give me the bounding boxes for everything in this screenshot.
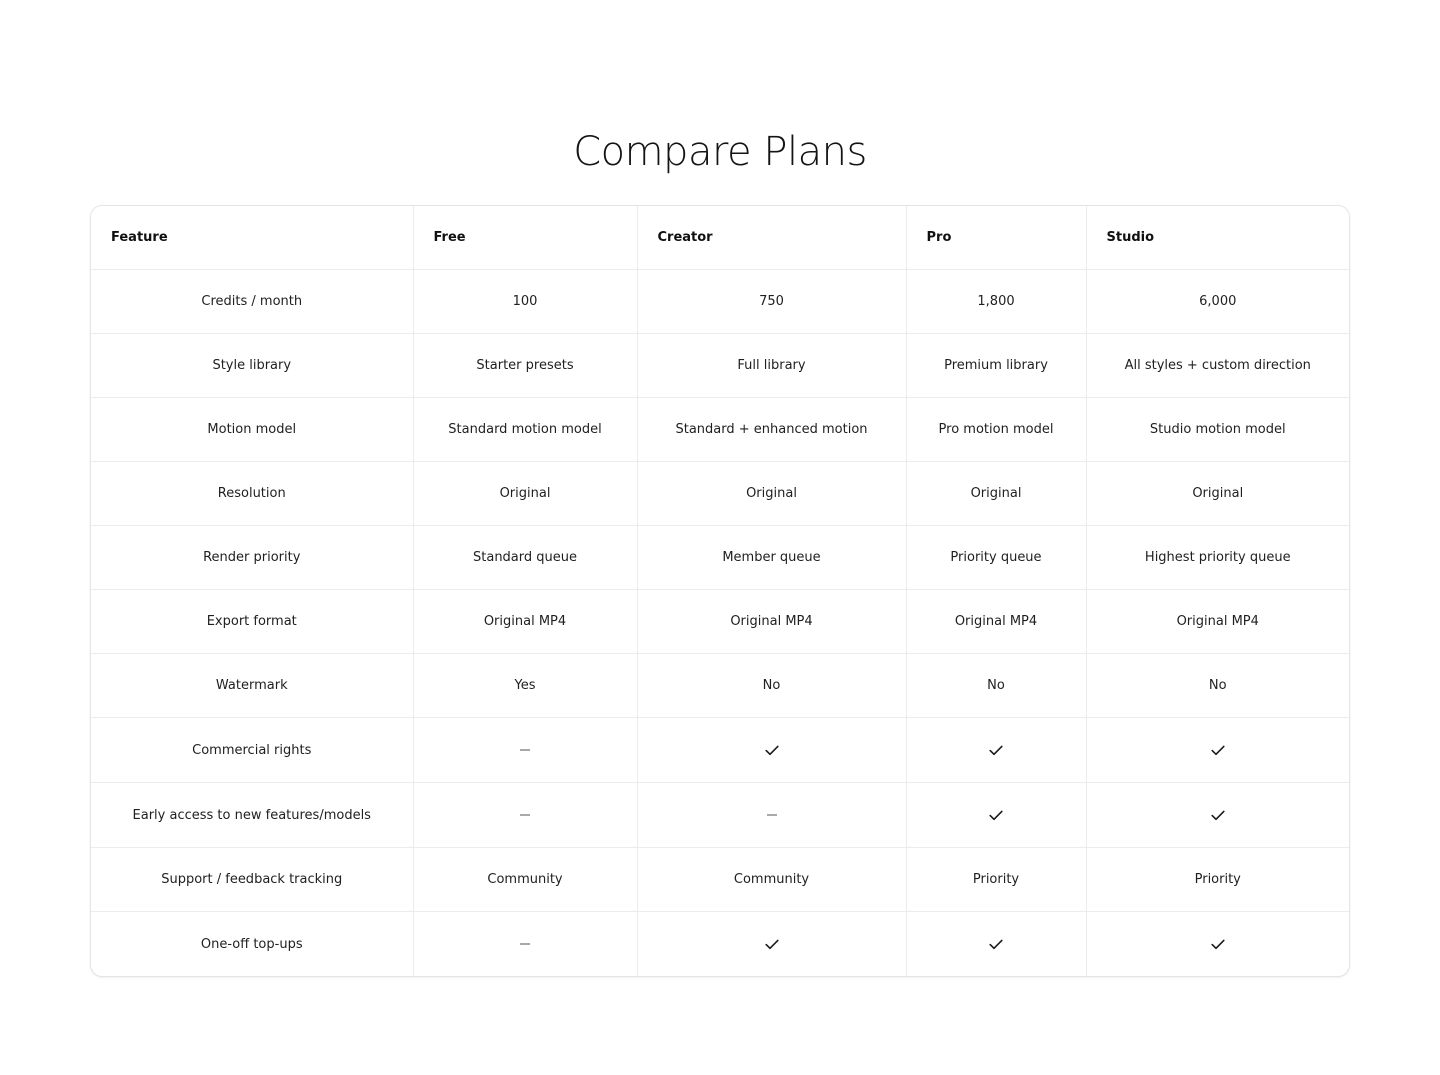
cell-studio: Priority (1086, 848, 1349, 912)
cell-creator: Full library (637, 334, 906, 398)
cell-pro: Pro motion model (906, 398, 1086, 462)
cell-pro (906, 912, 1086, 977)
cell-free: Standard queue (413, 526, 637, 590)
dash-icon (520, 943, 530, 945)
feature-label: Export format (91, 590, 413, 654)
table-row (91, 654, 1349, 718)
cell-pro (906, 783, 1086, 848)
feature-label: Early access to new features/models (91, 783, 413, 848)
cell-studio (1086, 912, 1349, 977)
dash-icon (767, 814, 777, 816)
cell-studio: Original MP4 (1086, 590, 1349, 654)
feature-label: One-off top-ups (91, 912, 413, 977)
table-header-row (91, 206, 1349, 270)
cell-creator (637, 783, 906, 848)
feature-label: Style library (91, 334, 413, 398)
header-free: Free (413, 206, 637, 270)
cell-studio: No (1086, 654, 1349, 718)
cell-free: Starter presets (413, 334, 637, 398)
table-row (91, 783, 1349, 848)
dash-icon (520, 814, 530, 816)
header-studio: Studio (1086, 206, 1349, 270)
check-icon (765, 939, 779, 950)
table-row (91, 398, 1349, 462)
cell-pro (906, 718, 1086, 783)
table-row (91, 718, 1349, 783)
cell-free: Community (413, 848, 637, 912)
cell-free (413, 718, 637, 783)
dash-icon (520, 749, 530, 751)
check-icon (1211, 939, 1225, 950)
cell-creator: Original (637, 462, 906, 526)
cell-pro: Priority (906, 848, 1086, 912)
cell-creator: Community (637, 848, 906, 912)
cell-creator (637, 718, 906, 783)
cell-pro: Priority queue (906, 526, 1086, 590)
table-row (91, 590, 1349, 654)
table-row (91, 526, 1349, 590)
cell-free: Standard motion model (413, 398, 637, 462)
table-row (91, 848, 1349, 912)
plan-comparison-table (90, 205, 1350, 977)
cell-studio: 6,000 (1086, 270, 1349, 334)
feature-label: Watermark (91, 654, 413, 718)
cell-studio: All styles + custom direction (1086, 334, 1349, 398)
cell-studio: Studio motion model (1086, 398, 1349, 462)
cell-creator: No (637, 654, 906, 718)
table-row (91, 270, 1349, 334)
cell-free (413, 783, 637, 848)
table-row (91, 462, 1349, 526)
cell-free: Yes (413, 654, 637, 718)
table-body (91, 270, 1349, 977)
check-icon (1211, 810, 1225, 821)
cell-creator (637, 912, 906, 977)
cell-studio (1086, 783, 1349, 848)
cell-free: 100 (413, 270, 637, 334)
cell-creator: 750 (637, 270, 906, 334)
feature-label: Render priority (91, 526, 413, 590)
check-icon (989, 939, 1003, 950)
page-title: Compare Plans (573, 128, 867, 175)
table-row (91, 912, 1349, 977)
cell-free: Original (413, 462, 637, 526)
cell-creator: Standard + enhanced motion (637, 398, 906, 462)
check-icon (765, 745, 779, 756)
feature-label: Support / feedback tracking (91, 848, 413, 912)
cell-pro: Original MP4 (906, 590, 1086, 654)
header-feature: Feature (91, 206, 413, 270)
cell-free: Original MP4 (413, 590, 637, 654)
check-icon (989, 745, 1003, 756)
cell-studio: Highest priority queue (1086, 526, 1349, 590)
cell-studio (1086, 718, 1349, 783)
feature-label: Resolution (91, 462, 413, 526)
cell-pro: Original (906, 462, 1086, 526)
cell-creator: Member queue (637, 526, 906, 590)
cell-studio: Original (1086, 462, 1349, 526)
header-creator: Creator (637, 206, 906, 270)
table-row (91, 334, 1349, 398)
feature-label: Commercial rights (91, 718, 413, 783)
cell-pro: No (906, 654, 1086, 718)
feature-label: Credits / month (91, 270, 413, 334)
cell-free (413, 912, 637, 977)
check-icon (989, 810, 1003, 821)
cell-pro: 1,800 (906, 270, 1086, 334)
cell-pro: Premium library (906, 334, 1086, 398)
header-pro: Pro (906, 206, 1086, 270)
check-icon (1211, 745, 1225, 756)
cell-creator: Original MP4 (637, 590, 906, 654)
feature-label: Motion model (91, 398, 413, 462)
